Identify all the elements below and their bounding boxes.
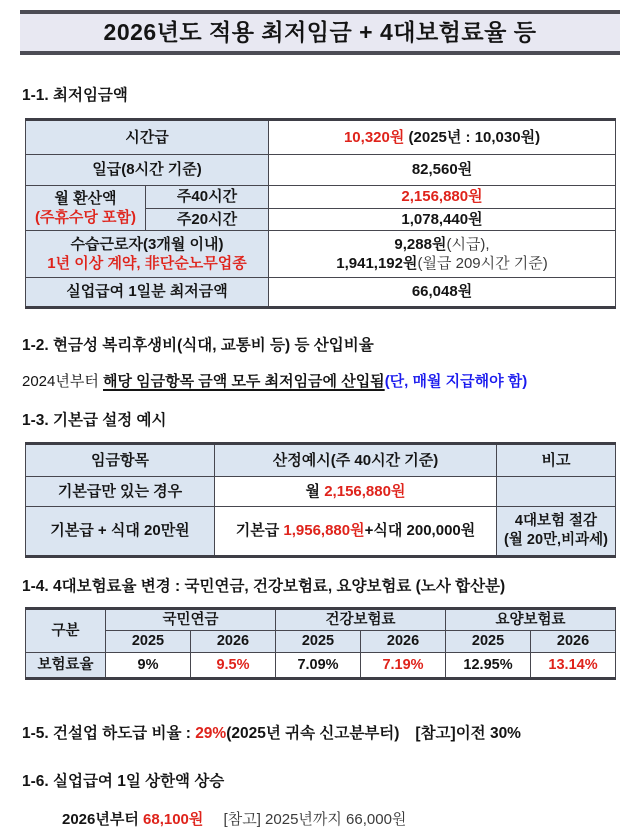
table-row (26, 120, 616, 155)
insurance-rate-table (25, 607, 616, 680)
section-1-2-body (22, 372, 640, 392)
document-page (0, 10, 640, 828)
remark-line1: 4대보험 절감 (514, 513, 598, 530)
base-only-remark (497, 477, 616, 507)
rate-row-label: 보험료율 (26, 653, 106, 679)
health-rate-2026: 7.19% (361, 653, 446, 679)
base-only-prefix: 월 (305, 482, 325, 500)
health-year-2025: 2025 (276, 631, 361, 653)
probation-monthly-note: (월급 209시간 기준) (417, 255, 548, 272)
section-1-6-body (62, 808, 640, 829)
monthly-conversion-label (26, 186, 146, 231)
unemployment-daily-min-label: 실업급여 1일분 최저금액 (26, 278, 269, 308)
probation-worker-label-top: 수습근로자(3개월 이내) (70, 235, 224, 253)
inclusion-condition: (단, 매월 지급해야 함) (384, 373, 528, 390)
care-year-2026: 2026 (531, 631, 616, 653)
base-plus-meal-rest: +식대 200,000원 (364, 522, 476, 540)
section-1-6-heading: 1-6. 실업급여 1일 상한액 상승 (22, 773, 225, 790)
subcontract-reference: [참고]이전 30% (415, 725, 521, 742)
subcontract-rate: 29% (195, 725, 227, 742)
table-row (26, 186, 616, 209)
document-title: 2026년도 적용 최저임금 + 4대보험료율 등 (20, 10, 620, 55)
hourly-wage-2026: 10,320원 (343, 128, 405, 146)
hourly-wage-value (269, 120, 616, 155)
probation-monthly-line (271, 254, 613, 274)
care-year-2025: 2025 (446, 631, 531, 653)
section-1-4-heading: 1-4. 4대보험료율 변경 : 국민연금, 건강보험료, 요양보험료 (노사 합산분) (22, 578, 506, 595)
hourly-wage-2025-note: (2025년 : 10,030원) (404, 128, 541, 146)
base-plus-meal-value (215, 507, 497, 557)
section-1-2-heading: 1-2. 현금성 복리후생비(식대, 교통비 등) 등 산입비율 (22, 337, 374, 354)
table-row (26, 278, 616, 308)
probation-monthly-amount: 1,941,192원 (336, 255, 418, 272)
weekly-20h-value: 1,078,440원 (269, 209, 616, 231)
base-pay-example-table (25, 442, 616, 558)
probation-hourly-amount: 9,288원 (394, 235, 447, 253)
header-category: 구분 (26, 609, 106, 653)
pension-year-2026: 2026 (191, 631, 276, 653)
pension-year-2025: 2025 (106, 631, 191, 653)
section-1-5-line (22, 724, 640, 743)
table-row (26, 155, 616, 186)
header-wage-item: 임금항목 (26, 444, 215, 477)
base-only-amount: 2,156,880원 (324, 482, 406, 500)
table-row (26, 507, 616, 557)
care-rate-2026: 13.14% (531, 653, 616, 679)
base-plus-meal-remark (497, 507, 616, 557)
pension-rate-2025: 9% (106, 653, 191, 679)
health-rate-2025: 7.09% (276, 653, 361, 679)
section-1-3-heading: 1-3. 기본급 설정 예시 (22, 412, 167, 429)
header-health: 건강보험료 (276, 609, 446, 631)
table-header-row (26, 609, 616, 631)
table-header-row (26, 631, 616, 653)
header-pension: 국민연금 (106, 609, 276, 631)
health-year-2026: 2026 (361, 631, 446, 653)
header-care: 요양보험료 (446, 609, 616, 631)
table-header-row (26, 444, 616, 477)
inclusion-prefix: 2024년부터 (22, 373, 104, 390)
hourly-wage-label: 시간급 (26, 120, 269, 155)
table-row (26, 477, 616, 507)
weekly-20h-label: 주20시간 (146, 209, 269, 231)
pension-rate-2026: 9.5% (191, 653, 276, 679)
weekly-40h-label: 주40시간 (146, 186, 269, 209)
unemployment-daily-min-value: 66,048원 (269, 278, 616, 308)
weekly-40h-value: 2,156,880원 (269, 186, 616, 209)
base-plus-meal-amount: 1,956,880원 (283, 522, 365, 540)
daily-wage-label: 일급(8시간 기준) (26, 155, 269, 186)
probation-worker-value (269, 231, 616, 278)
header-remark: 비고 (497, 444, 616, 477)
subcontract-prefix: 1-5. 건설업 하도급 비율 : (22, 725, 196, 742)
remark-line2: (월 20만,비과세) (504, 532, 608, 548)
probation-worker-label (26, 231, 269, 278)
cap-reference: [참고] 2025년까지 66,000원 (219, 811, 407, 828)
cap-from-label: 2026년부터 (62, 811, 144, 828)
cap-amount-2026: 68,100원 (143, 811, 204, 828)
table-row (26, 231, 616, 278)
section-1-1-heading: 1-1. 최저임금액 (22, 87, 128, 104)
care-rate-2025: 12.95% (446, 653, 531, 679)
base-only-label: 기본급만 있는 경우 (26, 477, 215, 507)
subcontract-note: (2025년 귀속 신고분부터) (226, 725, 400, 742)
inclusion-rule: 해당 임금항목 금액 모두 최저임금에 산입됨 (103, 373, 385, 390)
probation-worker-label-bottom: 1년 이상 계약, 非단순노무업종 (47, 255, 247, 272)
table-row (26, 653, 616, 679)
base-plus-meal-label: 기본급 + 식대 20만원 (26, 507, 215, 557)
probation-hourly-line (271, 235, 613, 255)
minimum-wage-table (25, 118, 616, 309)
base-plus-meal-prefix: 기본급 (235, 522, 284, 540)
base-only-value (215, 477, 497, 507)
probation-hourly-note: (시급), (446, 235, 490, 253)
daily-wage-value: 82,560원 (269, 155, 616, 186)
monthly-conversion-label-sub: (주휴수당 포함) (34, 209, 137, 226)
monthly-conversion-label-main: 월 환산액 (54, 189, 117, 207)
header-calc-example: 산정예시(주 40시간 기준) (215, 444, 497, 477)
